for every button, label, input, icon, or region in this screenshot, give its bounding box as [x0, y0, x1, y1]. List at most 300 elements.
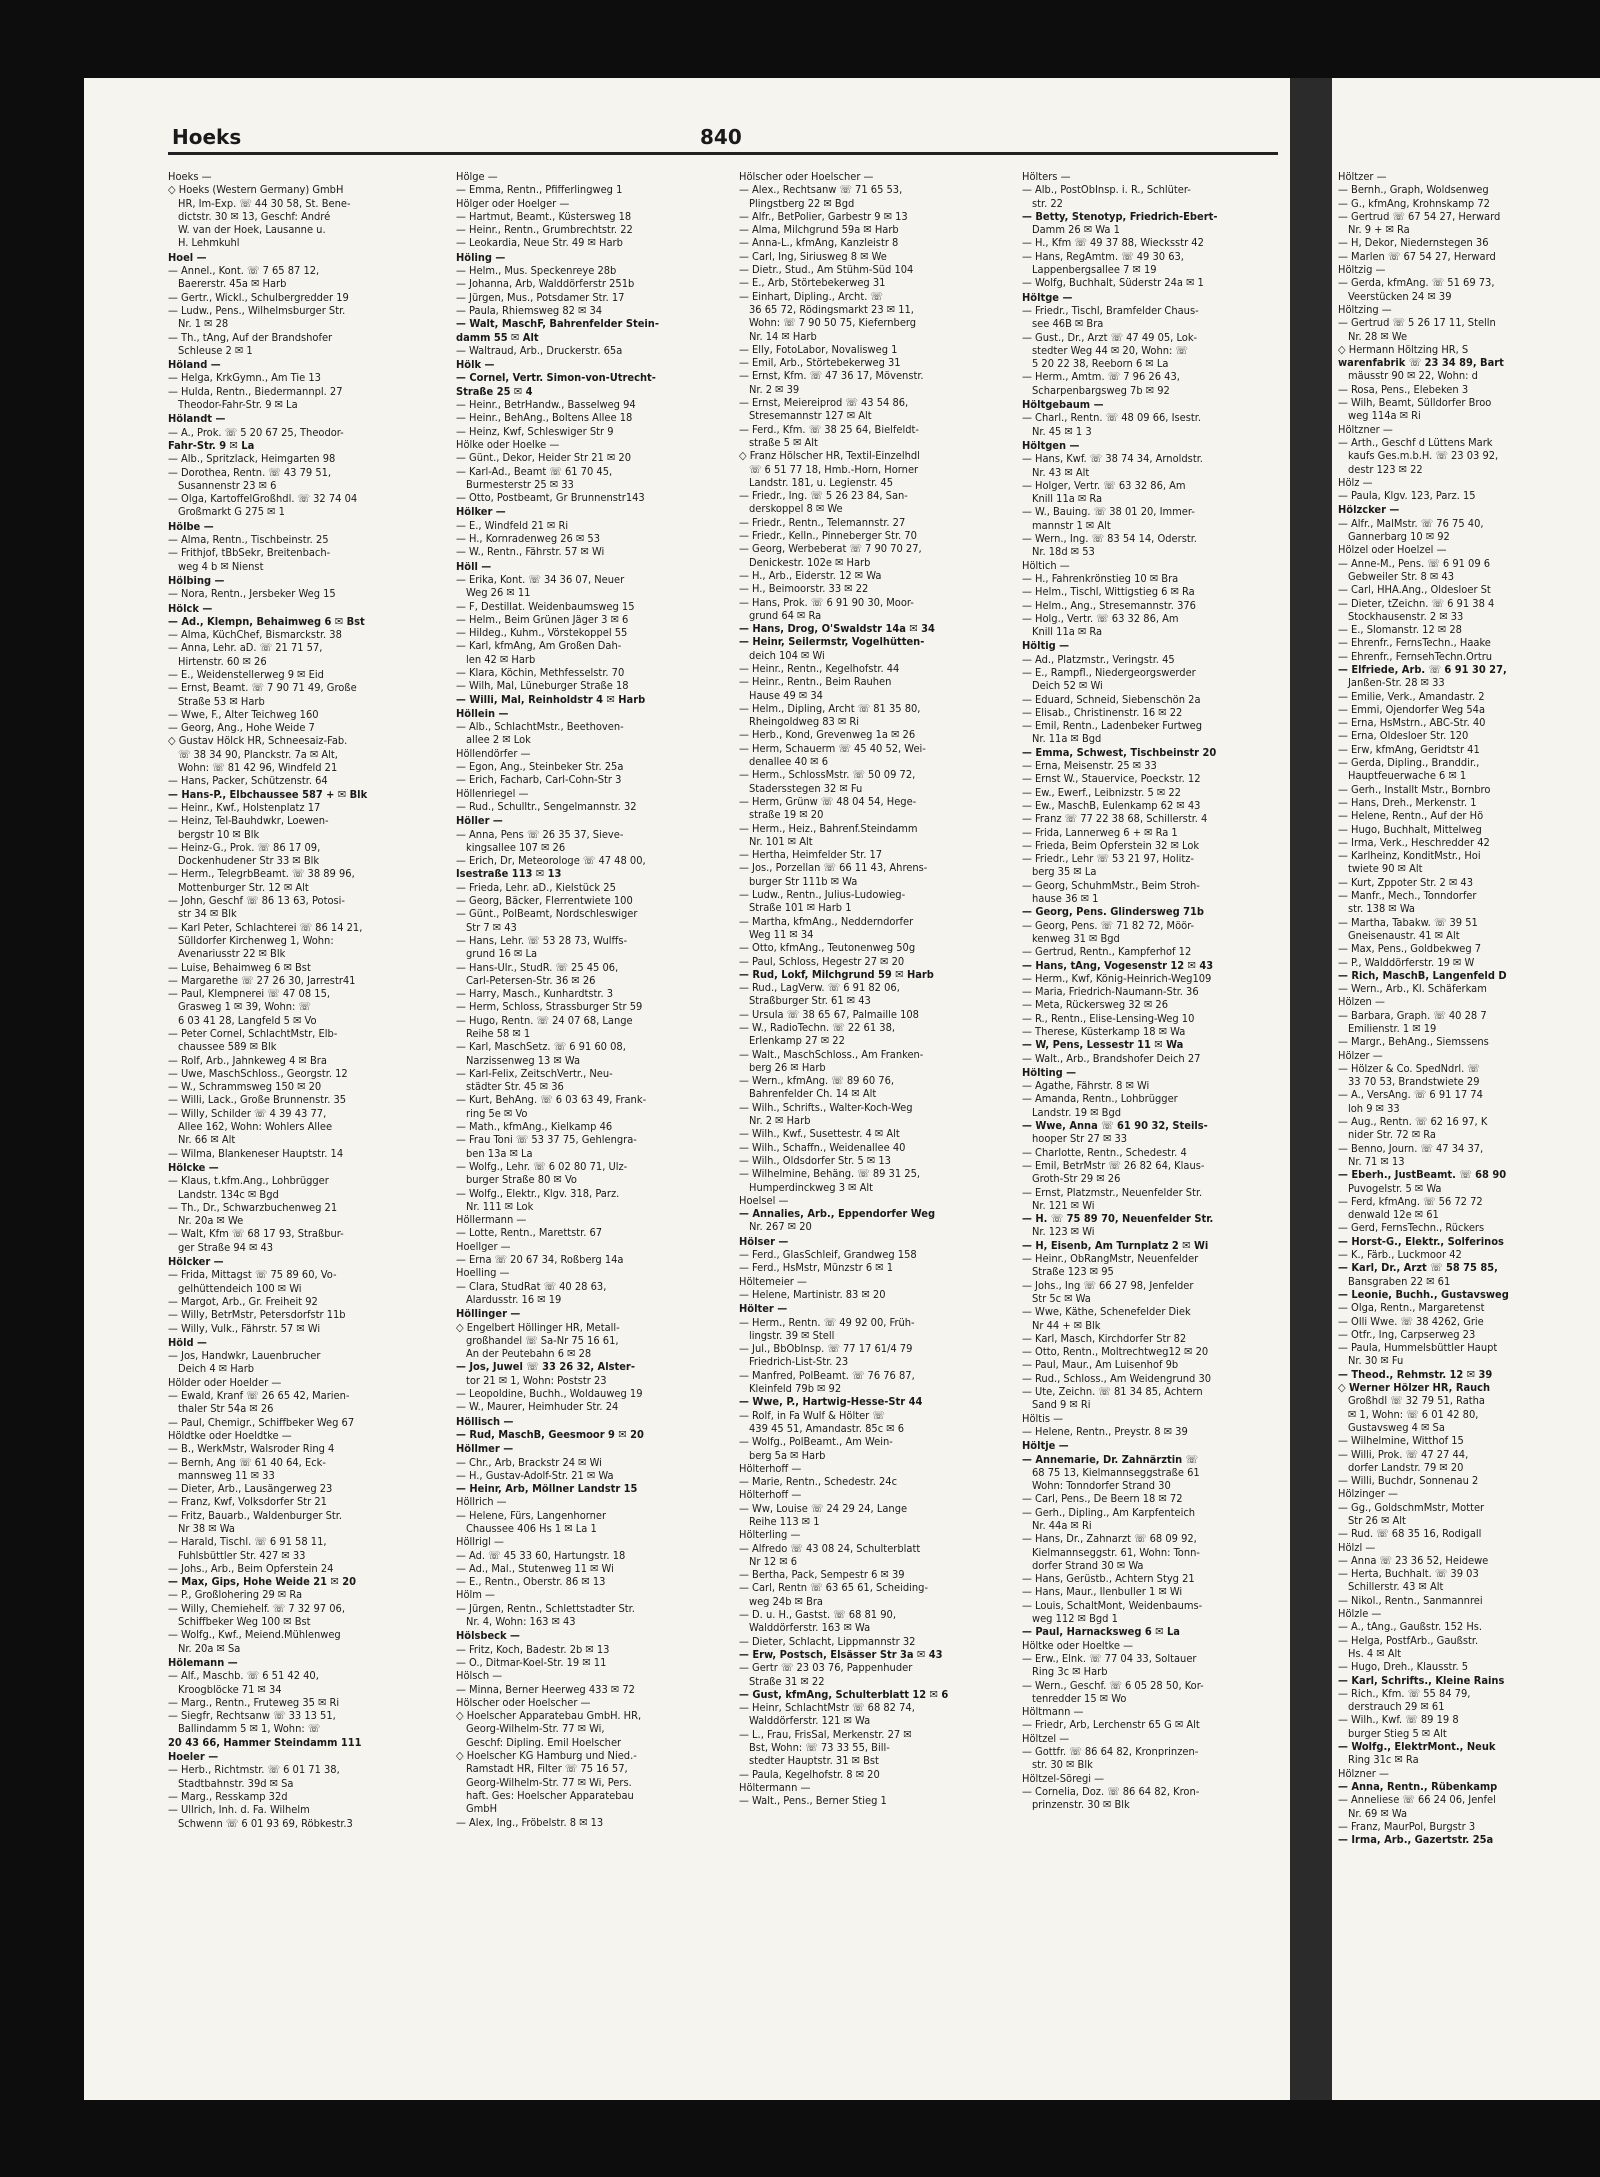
directory-line: — Rolf, in Fa Wulf & Hölter ☏ — [739, 1408, 885, 1422]
directory-line: — H., Kornradenweg 26 ✉ 53 — [456, 532, 601, 546]
directory-line: Gebweiler Str. 8 ✉ 43 — [1348, 569, 1454, 583]
surname-heading: Höland — — [168, 358, 221, 372]
directory-line: Nr. 30 ✉ Fu — [1348, 1354, 1404, 1368]
directory-line: Reihe 58 ✉ 1 — [466, 1027, 531, 1040]
directory-line: — Uwe, MaschSchloss., Georgstr. 12 — [168, 1066, 348, 1080]
directory-line: — Dieter, Arb., Lausängerweg 23 — [168, 1482, 333, 1496]
directory-line: — Helene, Martinistr. 83 ✉ 20 — [739, 1287, 886, 1301]
directory-line: — Frieda, Beim Opferstein 32 ✉ Lok — [1022, 838, 1200, 852]
directory-line: — Jos, Juwel ☏ 33 26 32, Alster- — [456, 1360, 635, 1374]
directory-line: — Theod., Rehmstr. 12 ✉ 39 — [1338, 1367, 1493, 1381]
directory-line: Rheingoldweg 83 ✉ Ri — [749, 715, 860, 729]
directory-line: — Hans-Ulr., StudR. ☏ 25 45 06, — [456, 960, 619, 974]
directory-line: — John, Geschf ☏ 86 13 63, Potosi- — [168, 894, 345, 908]
directory-line: Str 5c ✉ Wa — [1032, 1291, 1091, 1305]
directory-line: — Anna ☏ 23 36 52, Heidewe — [1338, 1553, 1489, 1567]
directory-line: — Jul., BbObInsp. ☏ 77 17 61/4 79 — [739, 1342, 913, 1356]
directory-line: denwald 12e ✉ 61 — [1348, 1208, 1439, 1222]
directory-line: — Th., Dr., Schwarzbuchenweg 21 — [168, 1200, 338, 1214]
directory-line: Weg 26 ✉ 11 — [466, 586, 531, 600]
directory-line: — Alma, Milchgrund 59a ✉ Harb — [739, 223, 899, 237]
directory-line: Plingstberg 22 ✉ Bgd — [749, 196, 855, 210]
directory-line: — Helm., Beim Grünen Jäger 3 ✉ 6 — [456, 612, 629, 626]
directory-line: chaussee 589 ✉ Blk — [178, 1040, 277, 1054]
directory-line: — Rosa, Pens., Elebeken 3 — [1338, 382, 1469, 396]
directory-line: Sülldorfer Kirchenweg 1, Wohn: — [178, 933, 334, 947]
surname-heading: Höll — — [456, 559, 492, 573]
directory-line: — Emmi, Ojendorfer Weg 54a — [1338, 702, 1486, 716]
directory-line: — Hans, RegAmtm. ☏ 49 30 63, — [1022, 249, 1184, 263]
directory-line: — Erna, HsMstrn., ABC-Str. 40 — [1338, 716, 1486, 730]
directory-line: — Clara, StudRat ☏ 40 28 63, — [456, 1279, 607, 1293]
directory-line: — Olli Wwe. ☏ 38 4262, Grie — [1338, 1314, 1484, 1328]
directory-line: — Walt, Kfm ☏ 68 17 93, Straßbur- — [168, 1227, 344, 1241]
directory-line: Schillerstr. 43 ✉ Alt — [1348, 1580, 1444, 1594]
directory-line: — Hans, Dr., Zahnarzt ☏ 68 09 92, — [1022, 1532, 1197, 1546]
directory-line: — Heinr., BetrHandw., Basselweg 94 — [456, 398, 636, 412]
directory-line: — Frau Toni ☏ 53 37 75, Gehlengra- — [456, 1133, 637, 1147]
directory-line: berg 26 ✉ Harb — [749, 1060, 826, 1074]
directory-line: — H, Eisenb, Am Turnplatz 2 ✉ Wi — [1022, 1238, 1209, 1252]
directory-line: — Elly, FotoLabor, Novalisweg 1 — [739, 342, 898, 356]
directory-line: — E., Weidenstellerweg 9 ✉ Eid — [168, 667, 324, 681]
directory-line: — Meta, Rückersweg 32 ✉ 26 — [1022, 998, 1169, 1012]
directory-line: städter Str. 45 ✉ 36 — [466, 1080, 564, 1094]
directory-line: Mottenburger Str. 12 ✉ Alt — [178, 880, 309, 894]
directory-line: — Hulda, Rentn., Biedermannpl. 27 — [168, 384, 343, 398]
directory-line: — Wilma, Blankeneser Hauptstr. 14 — [168, 1146, 344, 1160]
directory-line: nider Str. 72 ✉ Ra — [1348, 1128, 1436, 1142]
directory-line: — Ferd., Kfm. ☏ 38 25 64, Bielfeldt- — [739, 422, 919, 436]
directory-line: — Wern., kfmAng. ☏ 89 60 76, — [739, 1074, 895, 1088]
directory-line: haft. Ges: Hoelscher Apparatebau — [466, 1788, 634, 1802]
surname-heading: Hölcker — — [168, 1255, 224, 1269]
directory-line: Nr. 66 ✉ Alt — [178, 1133, 236, 1147]
directory-line: — Irma, Arb., Gazertstr. 25a — [1338, 1833, 1494, 1847]
directory-line: Denickestr. 102e ✉ Harb — [749, 555, 871, 569]
directory-line: — Friedr., Ing. ☏ 5 26 23 84, San- — [739, 489, 908, 503]
directory-line: Hölke oder Hoelke — — [456, 437, 560, 451]
directory-line: — Otfr., Ing, Carpserweg 23 — [1338, 1327, 1476, 1341]
surname-heading: Höltgebaum — — [1022, 398, 1104, 412]
directory-line: — Herb., Kond, Grevenweg 1a ✉ 26 — [739, 728, 916, 742]
directory-line: Höllermann — — [456, 1213, 527, 1227]
directory-line: — Friedr., Lehr ☏ 53 21 97, Holitz- — [1022, 852, 1194, 866]
directory-line: — Heinr, SchlachtMstr ☏ 68 82 74, — [739, 1701, 915, 1715]
header-rule — [168, 152, 1278, 155]
directory-line: — Margot, Arb., Gr. Freiheit 92 — [168, 1294, 318, 1308]
directory-line: — Herm., Kwf, König-Heinrich-Weg109 — [1022, 971, 1212, 985]
directory-line: — Wolfg., ElektrMont., Neuk — [1338, 1740, 1496, 1754]
surname-heading: Höling — — [456, 250, 506, 264]
directory-line: Höltzner — — [1338, 422, 1393, 436]
directory-line: — Heinz, Kwf, Schleswiger Str 9 — [456, 424, 614, 438]
directory-line: — Paul, Chemigr., Schiffbeker Weg 67 — [168, 1415, 355, 1429]
directory-line: — Wern., Ing. ☏ 83 54 14, Oderstr. — [1022, 532, 1197, 546]
directory-line: denallee 40 ✉ 6 — [749, 755, 828, 769]
directory-line: Straße 25 ✉ 4 — [456, 384, 533, 398]
directory-line: — A., Prok. ☏ 5 20 67 25, Theodor- — [168, 425, 344, 439]
directory-line: Stockhausenstr. 2 ✉ 33 — [1348, 609, 1464, 623]
directory-line: — Siegfr, Rechtsanw ☏ 33 13 51, — [168, 1709, 336, 1723]
directory-line: — Paula, Rhiemsweg 82 ✉ 34 — [456, 303, 603, 317]
directory-line: weg 24b ✉ Bra — [749, 1594, 823, 1608]
directory-line: — Anna-L., kfmAng, Kanzleistr 8 — [739, 236, 899, 250]
scan-border-top — [0, 0, 1600, 78]
directory-line: — Gust., Dr., Arzt ☏ 47 49 05, Lok- — [1022, 330, 1198, 344]
directory-line: Hölterling — — [739, 1528, 801, 1542]
directory-line: — Carl, Pens., De Beern 18 ✉ 72 — [1022, 1492, 1183, 1506]
directory-line: Ramstadt HR, Filter ☏ 75 16 57, — [466, 1762, 628, 1776]
directory-line: ben 13a ✉ La — [466, 1146, 533, 1160]
directory-line: Nr 44 + ✉ Blk — [1032, 1318, 1101, 1332]
directory-line: — Johs., Ing ☏ 66 27 98, Jenfelder — [1022, 1278, 1194, 1292]
directory-line: — Rud, MaschB, Geesmoor 9 ✉ 20 — [456, 1427, 644, 1441]
directory-line: — H., Gustav-Adolf-Str. 21 ✉ Wa — [456, 1468, 614, 1482]
directory-line: — Erich, Dr, Meteorologe ☏ 47 48 00, — [456, 854, 646, 868]
directory-line: berg 5a ✉ Harb — [749, 1448, 826, 1462]
directory-line: — Heinr., BehAng., Boltens Allee 18 — [456, 411, 633, 425]
directory-line: Höltzer — — [1338, 170, 1387, 183]
directory-line: Bst, Wohn: ☏ 73 33 55, Bill- — [749, 1741, 890, 1755]
directory-line: — H., Kfm ☏ 49 37 88, Wiecksstr 42 — [1022, 236, 1204, 250]
directory-line: Landstr. 19 ✉ Bgd — [1032, 1105, 1122, 1119]
directory-line: — Alex., Rechtsanw ☏ 71 65 53, — [739, 183, 903, 197]
directory-line: mäusstr 90 ✉ 22, Wohn: d — [1348, 369, 1478, 383]
directory-line: H. Lehmkuhl — [178, 236, 240, 250]
directory-line: Nr. 20a ✉ Sa — [178, 1641, 241, 1655]
directory-line: Hoelsel — — [739, 1193, 789, 1207]
directory-line: — W, Pens, Lessestr 11 ✉ Wa — [1022, 1038, 1184, 1052]
directory-line: — W., RadioTechn. ☏ 22 61 38, — [739, 1021, 896, 1034]
directory-line: — Franz, MaurPol, Burgstr 3 — [1338, 1819, 1476, 1833]
directory-line: Nr. 9 + ✉ Ra — [1348, 223, 1410, 237]
directory-line: — Therese, Küsterkamp 18 ✉ Wa — [1022, 1025, 1186, 1038]
directory-line: 68 75 13, Kielmannseggstraße 61 — [1032, 1465, 1200, 1479]
directory-line: Hirtenstr. 60 ✉ 26 — [178, 654, 267, 668]
directory-line: — Hugo, Dreh., Klausstr. 5 — [1338, 1660, 1469, 1674]
directory-line: — Karlheinz, KonditMstr., Hoi — [1338, 849, 1481, 863]
directory-line: — Herm., TelegrbBeamt. ☏ 38 89 96, — [168, 867, 355, 881]
directory-line: Schleuse 2 ✉ 1 — [178, 343, 253, 357]
scan-border-bottom — [0, 2100, 1600, 2177]
directory-line: Knill 11a ✉ Ra — [1032, 625, 1103, 639]
directory-line: — Ernst, Meiereiprod ☏ 43 54 86, — [739, 396, 909, 410]
directory-line: — Elisab., Christinenstr. 16 ✉ 22 — [1022, 705, 1183, 719]
directory-line: — Annemarie, Dr. Zahnärztin ☏ — [1022, 1452, 1198, 1466]
directory-line: Hölm — — [456, 1588, 495, 1602]
directory-line: — Charl., Rentn. ☏ 48 09 66, Isestr. — [1022, 411, 1201, 425]
directory-line: — Herm., Heiz., Bahrenf.Steindamm — [739, 821, 918, 835]
directory-line: kingsallee 107 ✉ 26 — [466, 840, 566, 854]
directory-line: ◇ Hoeks (Western Germany) GmbH — [168, 183, 344, 197]
directory-line: An der Peutebahn 6 ✉ 28 — [466, 1347, 592, 1361]
directory-line: Kroogblöcke 71 ✉ 34 — [178, 1682, 282, 1696]
directory-line: — G., kfmAng, Krohnskamp 72 — [1338, 196, 1490, 210]
directory-line: — Holger, Vertr. ☏ 63 32 86, Am — [1022, 478, 1186, 492]
surname-heading: Höller — — [456, 814, 503, 828]
directory-line: Gustavsweg 4 ✉ Sa — [1348, 1420, 1445, 1434]
directory-line: dictstr. 30 ✉ 13, Geschf: André — [178, 209, 331, 223]
directory-line: — Benno, Journ. ☏ 47 34 37, — [1338, 1141, 1484, 1155]
directory-line: — Karl, MaschSetz. ☏ 6 91 60 08, — [456, 1040, 626, 1054]
directory-line: Lappenbergsallee 7 ✉ 19 — [1032, 263, 1157, 277]
directory-line: Baererstr. 45a ✉ Harb — [178, 277, 287, 291]
directory-line: berg 35 ✉ La — [1032, 865, 1097, 879]
directory-line: — Jürgen, Mus., Potsdamer Str. 17 — [456, 290, 625, 304]
surname-heading: Hölbing — — [168, 573, 225, 587]
directory-line: — Gg., GoldschmMstr, Motter — [1338, 1500, 1485, 1514]
directory-line: burger Stieg 5 ✉ Alt — [1348, 1726, 1447, 1740]
directory-line: 20 43 66, Hammer Steindamm 111 — [168, 1735, 362, 1749]
directory-line: — Hans-P., Elbchaussee 587 + ✉ Blk — [168, 787, 368, 801]
directory-line: straße 19 ✉ 20 — [749, 808, 824, 822]
surname-heading: Hölzcker — — [1338, 503, 1400, 517]
directory-line: — Gertr., Wickl., Schulbergredder 19 — [168, 290, 349, 304]
directory-line: — Emil, Arb., Störtebekerweg 31 — [739, 356, 901, 370]
directory-line: — Horst-G., Elektr., Solferinos — [1338, 1234, 1504, 1248]
directory-line: — Georg, Bäcker, Flerrentwiete 100 — [456, 894, 633, 908]
directory-line: Grasweg 1 ✉ 39, Wohn: ☏ — [178, 1000, 311, 1014]
directory-line: Allee 162, Wohn: Wohlers Allee — [178, 1120, 333, 1134]
directory-line: — Bertha, Pack, Sempestr 6 ✉ 39 — [739, 1568, 905, 1582]
directory-line: — Elfriede, Arb. ☏ 6 91 30 27, — [1338, 662, 1507, 676]
directory-line: — Aug., Rentn. ☏ 62 16 97, K — [1338, 1115, 1488, 1129]
directory-line: — Ute, Zeichn. ☏ 81 34 85, Achtern — [1022, 1385, 1203, 1399]
directory-line: — Wwe, Anna ☏ 61 90 32, Steils- — [1022, 1119, 1208, 1133]
surname-heading: Hölsbeck — — [456, 1629, 520, 1643]
directory-line: — Ehrenfr., FernsTechn., Haake — [1338, 636, 1491, 650]
directory-line: — Erich, Facharb, Carl-Cohn-Str 3 — [456, 773, 622, 787]
directory-line: — Minna, Berner Heerweg 433 ✉ 72 — [456, 1682, 635, 1696]
directory-line: — Hans, Lehr. ☏ 53 28 73, Wulffs- — [456, 933, 628, 947]
directory-line: — Wilh, Mal, Lüneburger Straße 18 — [456, 679, 629, 693]
directory-line: — Hölzer & Co. SpedNdrl. ☏ — [1338, 1061, 1480, 1075]
directory-line: — Willy, BetrMstr, Petersdorfstr 11b — [168, 1308, 346, 1322]
directory-line: Nr. 43 ✉ Alt — [1032, 465, 1090, 479]
directory-line: — A., tAng., Gaußstr. 152 Hs. — [1338, 1620, 1483, 1634]
directory-line: Knill 11a ✉ Ra — [1032, 492, 1103, 506]
directory-line: derskoppel 8 ✉ We — [749, 502, 843, 516]
directory-line: — Friedr., Tischl, Bramfelder Chaus- — [1022, 303, 1199, 317]
directory-line: — Georg, Werbeberat ☏ 7 90 70 27, — [739, 542, 922, 556]
directory-line: Hölsch — — [456, 1669, 503, 1683]
directory-line: tor 21 ✉ 1, Wohn: Poststr 23 — [466, 1373, 607, 1387]
directory-line: — Emil, Rentn., Ladenbeker Furtweg — [1022, 719, 1203, 733]
directory-line: Ring 3c ✉ Harb — [1032, 1665, 1108, 1679]
directory-line: — Willy, Chemiehelf. ☏ 7 32 97 06, — [168, 1601, 345, 1615]
directory-line: Geschf: Dipling. Emil Hoelscher — [466, 1735, 622, 1749]
directory-line: stedter Hauptstr. 31 ✉ Bst — [749, 1754, 879, 1768]
directory-line: — Walt., MaschSchloss., Am Franken- — [739, 1047, 924, 1061]
directory-line: — Erw., Elnk. ☏ 77 04 33, Soltauer — [1022, 1651, 1197, 1665]
directory-line: — Ernst, Kfm. ☏ 47 36 17, Mövenstr. — [739, 369, 924, 383]
surname-heading: Hölk — — [456, 358, 495, 372]
directory-line: — Ad., Klempn, Behaimweg 6 ✉ Bst — [168, 614, 365, 628]
directory-line: — E., Arb, Störtebekerweg 31 — [739, 276, 886, 290]
directory-line: Nr. 14 ✉ Harb — [749, 329, 817, 343]
directory-line: Nr. 28 ✉ We — [1348, 329, 1408, 343]
directory-line: — Wilh., Schaffn., Weidenallee 40 — [739, 1140, 906, 1154]
directory-line: — H., Beimoorstr. 33 ✉ 22 — [739, 582, 869, 596]
directory-line: — Bernh, Ang ☏ 61 40 64, Eck- — [168, 1455, 326, 1469]
directory-line: Höltzig — — [1338, 263, 1386, 277]
directory-line: Walddörferstr. 121 ✉ Wa — [749, 1714, 871, 1728]
directory-line: hause 36 ✉ 1 — [1032, 892, 1099, 906]
directory-line: — Marg., Resskamp 32d — [168, 1789, 288, 1803]
directory-line: — Georg, Pens. ☏ 71 82 72, Möör- — [1022, 918, 1195, 932]
directory-line: — Wwe, P., Hartwig-Hesse-Str 44 — [739, 1395, 923, 1409]
directory-line: — Annel., Kont. ☏ 7 65 87 12, — [168, 264, 320, 278]
directory-line: — Alb., PostObInsp. i. R., Schlüter- — [1022, 183, 1191, 197]
directory-line: — Helm., Dipling, Archt ☏ 81 35 80, — [739, 701, 921, 715]
directory-line: Landstr. 181, u. Legienstr. 45 — [749, 475, 894, 489]
directory-line: — Heinr, Seilermstr, Vogelhütten- — [739, 635, 925, 649]
surname-heading: Höllinger — — [456, 1307, 521, 1321]
directory-line: — Max, Pens., Goldbekweg 7 — [1338, 942, 1482, 956]
directory-line: — Gerh., Dipling., Am Karpfenteich — [1022, 1505, 1196, 1519]
directory-line: Kielmannseggstr. 61, Wohn: Tonn- — [1032, 1545, 1200, 1559]
directory-line: — Paul, Schloss, Hegestr 27 ✉ 20 — [739, 954, 905, 968]
directory-line: — Wolfg., Elektr., Klgv. 318, Parz. — [456, 1186, 620, 1200]
directory-line: — Rud., Schloss., Am Weidengrund 30 — [1022, 1371, 1212, 1385]
directory-line: Narzissenweg 13 ✉ Wa — [466, 1053, 581, 1067]
directory-line: — Holg., Vertr. ☏ 63 32 86, Am — [1022, 611, 1179, 625]
directory-line: Emilienstr. 1 ✉ 19 — [1348, 1022, 1437, 1035]
directory-line: — E., Slomanstr. 12 ✉ 28 — [1338, 623, 1462, 637]
directory-line: Höllrich — — [456, 1495, 507, 1509]
directory-line: — Betty, Stenotyp, Friedrich-Ebert- — [1022, 209, 1218, 223]
directory-line: — Heinz-G., Prok. ☏ 86 17 09, — [168, 840, 321, 854]
directory-line: — Olga, Rentn., Margaretenst — [1338, 1301, 1485, 1315]
directory-line: Hölzner — — [1338, 1766, 1389, 1780]
directory-line: — Hugo, Rentn. ☏ 24 07 68, Lange — [456, 1013, 633, 1027]
directory-line: — Wwe, F., Alter Teichweg 160 — [168, 707, 319, 721]
directory-line: — Franz ☏ 77 22 38 68, Schillerstr. 4 — [1022, 812, 1208, 826]
surname-heading: Hölbe — — [168, 519, 214, 533]
directory-line: — A., VersAng. ☏ 6 91 17 74 — [1338, 1088, 1483, 1102]
directory-line: — Helm., Mus. Speckenreye 28b — [456, 264, 617, 278]
surname-heading: Hölemann — — [168, 1655, 238, 1669]
directory-line: — Gertrud ☏ 5 26 17 11, Stelln — [1338, 316, 1496, 330]
directory-line: — Alfr., BetPolier, Garbestr 9 ✉ 13 — [739, 209, 908, 223]
directory-line: — Alf., Maschb. ☏ 6 51 42 40, — [168, 1669, 319, 1683]
directory-line: — Ernst, Platzmstr., Neuenfelder Str. — [1022, 1185, 1203, 1199]
directory-line: Höltzel-Söregi — — [1022, 1771, 1105, 1785]
directory-line: Georg-Wilhelm-Str. 77 ✉ Wi, Pers. — [466, 1775, 632, 1789]
column-2 — [456, 170, 731, 2070]
directory-line: Landstr. 134c ✉ Bgd — [178, 1187, 279, 1201]
directory-line: Isestraße 113 ✉ 13 — [456, 867, 562, 881]
directory-line: — Dieter, tZeichn. ☏ 6 91 38 4 — [1338, 596, 1495, 610]
directory-line: Hölscher oder Hoelscher — — [456, 1695, 591, 1709]
directory-line: — H., Arb., Eiderstr. 12 ✉ Wa — [739, 568, 882, 582]
next-page-edge — [1332, 78, 1600, 2100]
directory-line: — Otto, Rentn., Moltrechtweg12 ✉ 20 — [1022, 1345, 1209, 1359]
directory-line: deich 104 ✉ Wi — [749, 648, 825, 662]
directory-line: — Heinr., Kwf., Holstenplatz 17 — [168, 800, 321, 814]
directory-line: — Ad. ☏ 45 33 60, Hartungstr. 18 — [456, 1548, 626, 1562]
directory-line: GmbH — [466, 1802, 498, 1816]
directory-line: Bansgraben 22 ✉ 61 — [1348, 1274, 1451, 1288]
directory-line: Dockenhudener Str 33 ✉ Blk — [178, 854, 320, 868]
directory-line: — Ad., Platzmstr., Veringstr. 45 — [1022, 652, 1175, 666]
directory-line: Nr. 1 ✉ 28 — [178, 317, 229, 331]
directory-line: Straße 31 ✉ 22 — [749, 1674, 825, 1688]
directory-line: — Frieda, Lehr. aD., Kielstück 25 — [456, 880, 616, 894]
directory-line: — Emilie, Verk., Amandastr. 2 — [1338, 689, 1485, 703]
directory-line: — W., Rentn., Fährstr. 57 ✉ Wi — [456, 545, 605, 559]
directory-line: Nr. 2 ✉ Harb — [749, 1114, 811, 1128]
surname-heading: Höltig — — [1022, 639, 1070, 653]
directory-line: — Hans, Packer, Schützenstr. 64 — [168, 774, 328, 788]
directory-line: — R., Rentn., Elise-Lensing-Weg 10 — [1022, 1011, 1195, 1025]
directory-line: Theodor-Fahr-Str. 9 ✉ La — [178, 398, 298, 412]
directory-line: — Ehrenfr., FernsehTechn.Ortru — [1338, 649, 1493, 663]
directory-line: — Frithjof, tBbSekr, Breitenbach- — [168, 546, 331, 560]
directory-line: Nr. 20a ✉ We — [178, 1214, 244, 1228]
directory-line: — E., Windfeld 21 ✉ Ri — [456, 518, 569, 532]
book-gutter — [1290, 78, 1332, 2100]
directory-line: Gannerbarg 10 ✉ 92 — [1348, 530, 1450, 544]
directory-line: Groth-Str 29 ✉ 26 — [1032, 1172, 1121, 1186]
directory-line: — Jos, Handwkr, Lauenbrucher — [168, 1349, 321, 1363]
directory-line: — Günt., PolBeamt, Nordschleswiger — [456, 907, 638, 921]
directory-line: — Klara, Köchin, Methfesselstr. 70 — [456, 665, 625, 679]
directory-line: dorfer Strand 30 ✉ Wa — [1032, 1558, 1144, 1572]
directory-line: Höldtke oder Hoeldtke — — [168, 1428, 292, 1442]
directory-line: thaler Str 54a ✉ 26 — [178, 1402, 274, 1416]
directory-line: — Paul, Harnacksweg 6 ✉ La — [1022, 1625, 1180, 1639]
directory-line: — Martha, Tabakw. ☏ 39 51 — [1338, 915, 1478, 929]
directory-line: ☏ 6 51 77 18, Hmb.-Horn, Horner — [749, 462, 919, 476]
directory-line: — Rud. ☏ 68 35 16, Rodigall — [1338, 1527, 1482, 1541]
directory-line: — Maria, Friedrich-Naumann-Str. 36 — [1022, 985, 1199, 999]
directory-line: — Dieter, Schlacht, Lippmannstr 32 — [739, 1634, 916, 1648]
directory-line: Nr. 4, Wohn: 163 ✉ 43 — [466, 1615, 576, 1629]
directory-line: grund 64 ✉ Ra — [749, 608, 822, 622]
directory-line: — Otto, Postbeamt, Gr Brunnenstr143 — [456, 491, 645, 505]
directory-line: — P., Großlohering 29 ✉ Ra — [168, 1588, 303, 1602]
directory-line: Hölzen — — [1338, 995, 1385, 1009]
directory-line: — Herm., Amtm. ☏ 7 96 26 43, — [1022, 370, 1180, 384]
directory-line: — Wilh., Kwf., Susettestr. 4 ✉ Alt — [739, 1127, 900, 1141]
directory-line: — K., Färb., Luckmoor 42 — [1338, 1248, 1462, 1262]
directory-line: — Franz, Kwf, Volksdorfer Str 21 — [168, 1495, 327, 1509]
directory-line: — Ww, Louise ☏ 24 29 24, Lange — [739, 1501, 908, 1515]
directory-line: — Walt., Arb., Brandshofer Deich 27 — [1022, 1051, 1201, 1065]
directory-line: — Karl, Masch, Kirchdorfer Str 82 — [1022, 1331, 1187, 1345]
directory-line: Friedrich-List-Str. 23 — [749, 1355, 849, 1369]
directory-line: — Wwe, Käthe, Schenefelder Diek — [1022, 1305, 1191, 1319]
directory-line: — Cornelia, Doz. ☏ 86 64 82, Kron- — [1022, 1784, 1200, 1798]
directory-line: Hölzl — — [1338, 1540, 1376, 1554]
directory-line: Gneisenaustr. 41 ✉ Alt — [1348, 928, 1460, 942]
directory-line: — Herb., Richtmstr. ☏ 6 01 71 38, — [168, 1763, 340, 1777]
directory-line: stedter Weg 44 ✉ 20, Wohn: ☏ — [1032, 343, 1188, 357]
directory-line: — Margarethe ☏ 27 26 30, Jarrestr41 — [168, 973, 356, 987]
directory-line: Nr. 18d ✉ 53 — [1032, 545, 1095, 559]
directory-line: — Hans, Drog, O'Swaldstr 14a ✉ 34 — [739, 622, 935, 636]
directory-line: Reihe 113 ✉ 1 — [749, 1514, 820, 1528]
directory-line: — F, Destillat. Weidenbaumsweg 15 — [456, 599, 635, 613]
directory-line: allee 2 ✉ Lok — [466, 733, 531, 747]
directory-line: — Georg, SchuhmMstr., Beim Stroh- — [1022, 878, 1200, 892]
directory-line: — E., Rentn., Oberstr. 86 ✉ 13 — [456, 1575, 606, 1589]
directory-line: — Otto, kfmAng., Teutonenweg 50g — [739, 941, 916, 955]
directory-line: — Barbara, Graph. ☏ 40 28 7 — [1338, 1008, 1487, 1022]
directory-line: — Eduard, Schneid, Siebenschön 2a — [1022, 692, 1201, 706]
